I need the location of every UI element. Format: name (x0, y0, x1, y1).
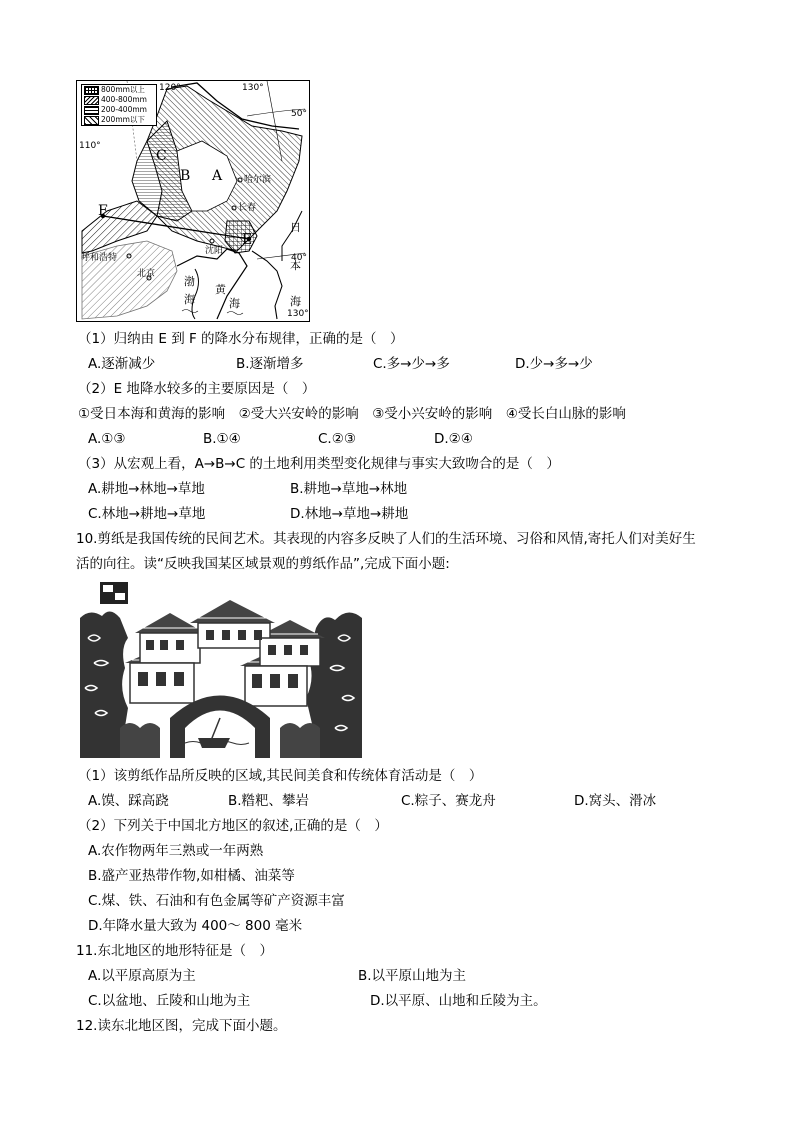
northeast-precipitation-map (76, 80, 310, 322)
sea-label: 日 (290, 221, 301, 234)
q9-sub2-option-c: C.②③ (318, 431, 356, 447)
q9-sub2-option-d: D.②④ (434, 431, 473, 447)
sea-label: 海 (229, 297, 240, 310)
q10-stem-line1: 10.剪纸是我国传统的民间艺术。其表现的内容多反映了人们的生活环境、习俗和风情,寄托人们对美好生 (76, 531, 696, 547)
q10-sub1-option-d: D.窝头、滑冰 (574, 793, 657, 809)
q10-sub2: （2）下列关于中国北方地区的叙述,正确的是（ ） (78, 818, 388, 834)
q9-sub2-option-b: B.①④ (203, 431, 241, 447)
city-label: 北京 (137, 269, 156, 279)
legend-label: 200-400mm (101, 105, 147, 114)
q10-sub2-option-a: A.农作物两年三熟或一年两熟 (88, 843, 264, 859)
q9-sub3-option-a: A.耕地→林地→草地 (88, 481, 205, 497)
city-label: 哈尔滨 (244, 175, 272, 185)
city-label: 长春 (238, 203, 257, 213)
q9-sub1-option-c: C.多→少→多 (373, 356, 450, 372)
q9-sub1-option-d: D.少→多→少 (515, 356, 593, 372)
lat-label: 40° (291, 253, 307, 263)
region-label-b: B (180, 168, 191, 184)
q9-sub3-option-c: C.林地→耕地→草地 (88, 506, 206, 522)
paper-cut-drawing (80, 578, 362, 758)
lon-label: 110° (79, 141, 101, 151)
q10-sub1-option-a: A.馍、踩高跷 (88, 793, 169, 809)
legend-swatch-400-800 (84, 96, 99, 105)
q10-sub1-option-c: C.粽子、赛龙舟 (401, 793, 496, 809)
q10-sub2-option-c: C.煤、铁、石油和有色金属等矿产资源丰富 (88, 893, 345, 909)
legend-swatch-200-400 (84, 106, 99, 115)
q9-sub1-option-a: A.逐渐减少 (88, 356, 156, 372)
region-label-a: A (212, 168, 223, 184)
sea-label: 海 (290, 295, 301, 308)
q11-stem: 11.东北地区的地形特征是（ ） (76, 943, 273, 959)
lon-label: 130° (242, 83, 264, 93)
q12-stem: 12.读东北地区图，完成下面小题。 (76, 1018, 287, 1034)
legend-label: 400-800mm (101, 95, 147, 104)
q9-sub3-option-b: B.耕地→草地→林地 (290, 481, 408, 497)
q10-sub2-option-b: B.盛产亚热带作物,如柑橘、油菜等 (88, 868, 295, 884)
q11-option-c: C.以盆地、丘陵和山地为主 (88, 993, 251, 1009)
region-label-c: C (156, 148, 167, 164)
region-label-e: E (242, 232, 253, 248)
q10-stem-line2: 活的向往。读“反映我国某区域景观的剪纸作品”,完成下面小题: (76, 556, 450, 572)
paper-cut-image (80, 578, 362, 758)
q10-sub1: （1）该剪纸作品所反映的区域,其民间美食和传统体育活动是（ ） (78, 768, 483, 784)
sea-label: 黄 (215, 283, 226, 296)
q9-sub3-option-d: D.林地→草地→耕地 (290, 506, 409, 522)
q10-sub1-option-b: B.糌粑、攀岩 (228, 793, 310, 809)
q9-sub1-option-b: B.逐渐增多 (236, 356, 304, 372)
legend-label: 800mm以上 (101, 85, 145, 94)
lon-label: 130° (287, 309, 309, 319)
sea-label: 渤 (184, 275, 195, 288)
city-label: 呼和浩特 (81, 253, 118, 263)
q11-option-d: D.以平原、山地和丘陵为主。 (370, 993, 547, 1009)
q9-sub2-statements: ①受日本海和黄海的影响 ②受大兴安岭的影响 ③受小兴安岭的影响 ④受长白山脉的影响 (78, 406, 626, 422)
q10-sub2-option-d: D.年降水量大致为 400～ 800 毫米 (88, 918, 303, 934)
region-label-f: F (98, 203, 108, 219)
map-legend (81, 84, 157, 126)
city-label: 沈阳 (205, 246, 224, 256)
legend-swatch-800-plus (84, 86, 99, 95)
q11-option-b: B.以平原山地为主 (358, 968, 467, 984)
q9-sub2: （2）E 地降水较多的主要原因是（ ） (78, 381, 316, 397)
sea-label: 本 (290, 259, 301, 272)
lon-label: 120° (159, 83, 181, 93)
legend-label: 200mm以下 (101, 115, 145, 124)
q11-option-a: A.以平原高原为主 (88, 968, 196, 984)
sea-label: 海 (184, 293, 195, 306)
q9-sub3: （3）从宏观上看，A→B→C 的土地利用类型变化规律与事实大致吻合的是（ ） (78, 456, 560, 472)
lat-label: 50° (291, 109, 307, 119)
legend-swatch-below-200 (84, 116, 99, 125)
q9-sub2-option-a: A.①③ (88, 431, 126, 447)
q9-sub1: （1）归纳由 E 到 F 的降水分布规律，正确的是（ ） (78, 331, 404, 347)
